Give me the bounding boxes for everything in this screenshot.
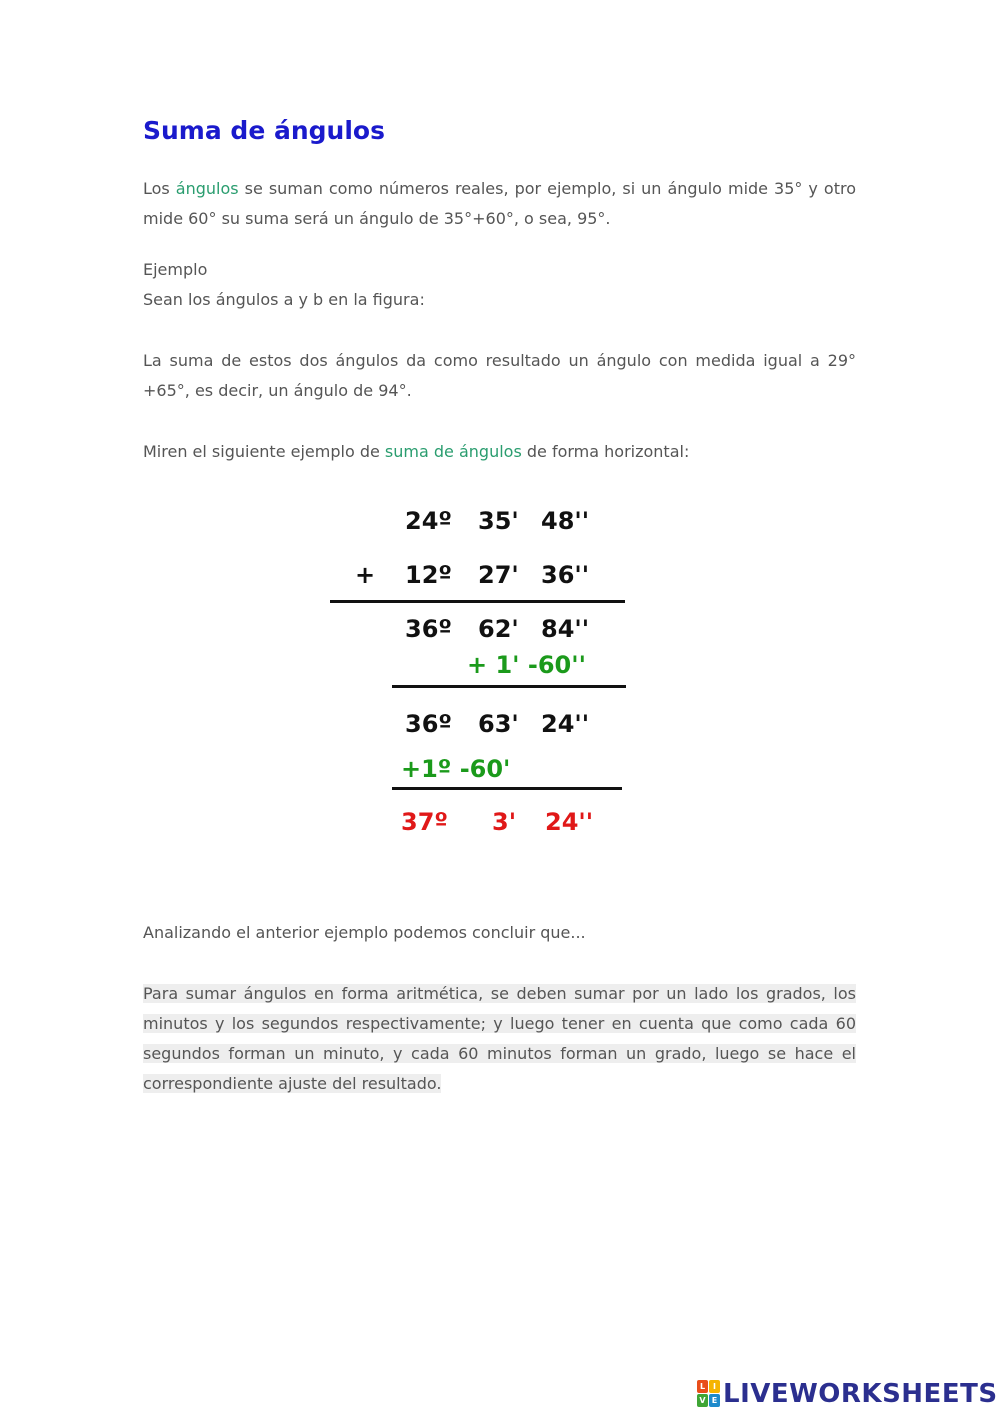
row3-minutes: 62' [478,615,519,643]
row3-degrees: 36º [405,615,452,643]
intro-paragraph [143,174,856,234]
horizontal-text-after: de forma horizontal: [521,442,690,461]
result-degrees: 37º [401,808,448,836]
sum-rule-2 [392,685,626,688]
page-title: Suma de ángulos [143,116,385,145]
example-label: Ejemplo [143,260,208,279]
logo-letter-e: E [709,1394,720,1407]
intro-text-after: se suman como números reales, por ejemplo, si un ángulo mide 35° y otro mide 60° su suma será un ángulo de 35°+60°, o sea, 95°. [143,179,857,228]
row2-degrees: 12º [405,561,452,589]
result-minutes: 3' [492,808,517,836]
conclusion-text: Para sumar ángulos en forma aritmética, se deben sumar por un lado los grados, los minutos y los segundos respectivamente; y luego tener en cuenta que como cada 60 segundos forman un minuto, y cada 60 minutos forman un grado, luego se hace el correspondiente ajuste del resultado. [143,984,856,1093]
row3-seconds: 84'' [541,615,590,643]
example-text: Sean los ángulos a y b en la figura: [143,290,425,309]
row4-degrees: 36º [405,710,452,738]
carry-minutes: +1º -60' [401,755,511,783]
result-seconds: 24'' [545,808,594,836]
horizontal-text-before: Miren el siguiente ejemplo de [143,442,385,461]
sum-rule-1 [330,600,625,603]
horizontal-paragraph [143,437,689,467]
row1-minutes: 35' [478,507,519,535]
row4-seconds: 24'' [541,710,590,738]
intro-text-before: Los [143,179,176,198]
logo-letter-i: I [709,1380,720,1393]
suma-de-angulos-link[interactable]: suma de ángulos [384,442,522,461]
sum-rule-3 [392,787,622,790]
liveworksheets-logo [697,1377,998,1411]
row2-seconds: 36'' [541,561,590,589]
liveworksheets-logo-text: LIVEWORKSHEETS [723,1379,998,1409]
row1-degrees: 24º [405,507,452,535]
row4-minutes: 63' [478,710,519,738]
conclusion-paragraph [143,979,856,1099]
carry-seconds: + 1' -60'' [467,651,586,679]
logo-letter-l: L [697,1380,708,1393]
analysis-text: Analizando el anterior ejemplo podemos concluir que... [143,923,586,942]
logo-letter-v: V [697,1394,708,1407]
row2-minutes: 27' [478,561,519,589]
row1-seconds: 48'' [541,507,590,535]
angulos-link[interactable]: ángulos [175,179,239,198]
plus-operator: + [355,561,376,589]
liveworksheets-logo-icon [697,1380,721,1408]
sum-paragraph: La suma de estos dos ángulos da como resultado un ángulo con medida igual a 29°+65°, es decir, un ángulo de 94°. [143,351,856,400]
